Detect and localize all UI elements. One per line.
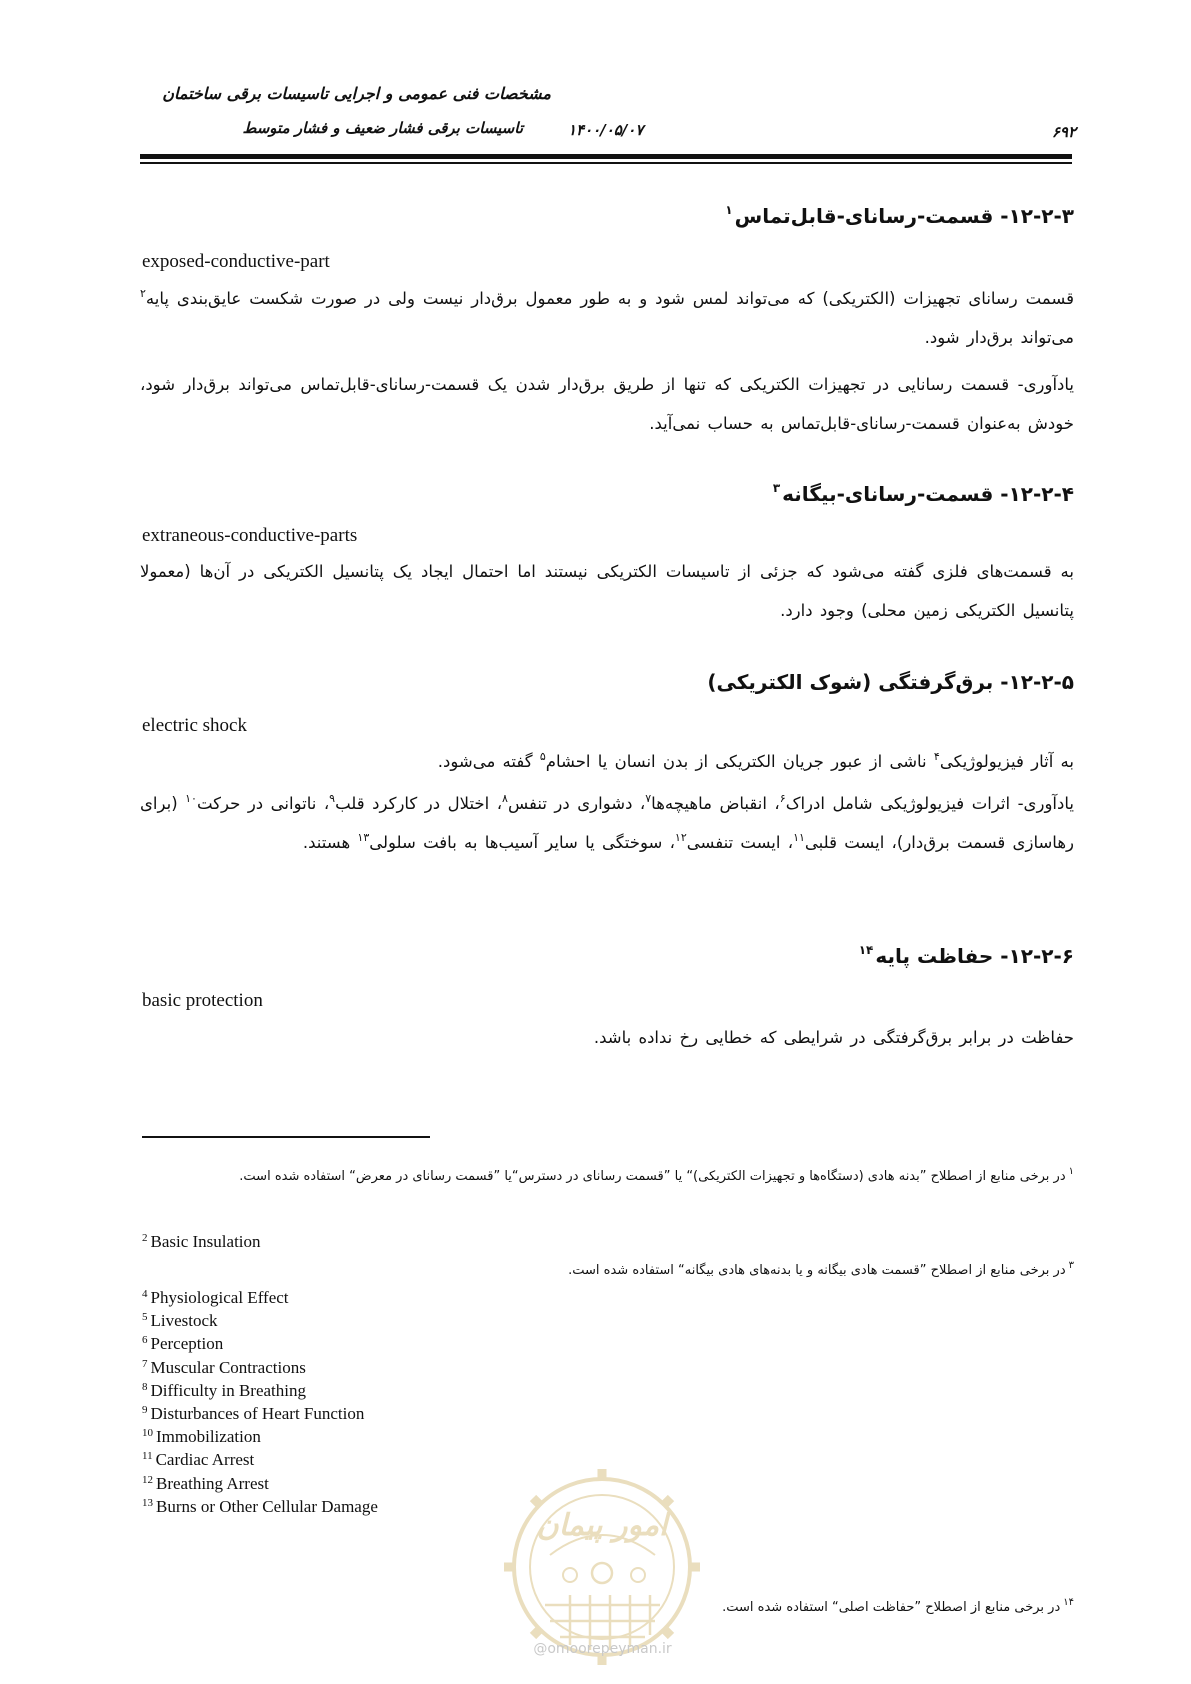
para-text: می‌تواند برق‌دار شود. [924, 328, 1074, 347]
footnote-mark: ۱۴ [1063, 1597, 1074, 1608]
footnote-mark: 2 [142, 1232, 148, 1244]
para-text: ، ایست تنفسی [686, 833, 794, 852]
english-footnote-list [142, 1286, 378, 1518]
para-text: (برای رهاسازی قسمت برق‌دار)، ایست قلبی [140, 794, 1074, 852]
footnote-mark: 8 [142, 1380, 148, 1393]
footnote-ref[interactable]: ۷ [645, 792, 652, 805]
footnote-ref[interactable]: ۹ [329, 792, 336, 805]
para-text: ، ناتوانی در حرکت [196, 794, 330, 813]
footnote-mark: ۱ [1068, 1166, 1074, 1177]
footnote-text: Livestock [150, 1311, 218, 1331]
section-heading-text: ۱۲-۲-۴- قسمت-رسانای-بیگانه [782, 482, 1074, 506]
footnote-text: Muscular Contractions [150, 1357, 306, 1377]
page-number: ۶۹۲ [1051, 123, 1076, 141]
section-note-paragraph: یادآوری- قسمت رسانایی در تجهیزات الکتریکی که تنها از طریق برق‌دار شدن یک قسمت-رسانای-قابل‌تماس می‌تواند برق‌دار شود، خودش به‌عنوان قسمت-رسانای-قابل‌تماس به حساب نمی‌آید. [140, 375, 1074, 433]
section-heading-text: ۱۲-۲-۶- حفاظت پایه [875, 944, 1074, 968]
footnote-13 [142, 1495, 378, 1518]
footnote-3 [140, 1257, 1074, 1284]
section-paragraph: به قسمت‌های فلزی گفته می‌شود که جزئی از تاسیسات الکتریکی نیستند اما احتمال ایجاد یک پتانسیل الکتریکی در آن‌ها (معمولا پتانسیل الکتریکی زمین محلی) وجود دارد. [140, 562, 1074, 620]
footnote-mark: 12 [142, 1473, 153, 1486]
para-text: ، سوختگی یا سایر آسیب‌ها به بافت سلولی [369, 833, 675, 852]
footnote-ref[interactable]: ۱۱ [793, 831, 805, 844]
footnote-ref[interactable]: ۱۳ [357, 831, 370, 844]
english-term: basic protection [142, 990, 263, 1011]
section-note-paragraph [140, 784, 1074, 862]
para-text: به آثار فیزیولوژیکی [939, 752, 1074, 771]
footnote-12 [142, 1472, 378, 1495]
footnote-text: Breathing Arrest [156, 1473, 269, 1493]
para-text: یادآوری- اثرات فیزیولوژیکی شامل ادراک [785, 794, 1074, 813]
footnote-1 [140, 1163, 1074, 1190]
header-subtitle: تاسیسات برقی فشار ضعیف و فشار متوسط [242, 119, 523, 137]
footnote-ref[interactable]: ۵ [539, 750, 546, 763]
footnote-text: در برخی منابع از اصطلاح ”قسمت هادی بیگانه و یا بدنه‌های هادی بیگانه“ استفاده شده است. [568, 1263, 1066, 1278]
para-text: ، دشواری در تنفس [507, 794, 646, 813]
section-heading-text: ۱۲-۲-۵- برق‌گرفتگی (شوک الکتریکی) [707, 670, 1074, 694]
footnote-2 [142, 1232, 261, 1252]
footnote-text: Cardiac Arrest [155, 1450, 255, 1470]
english-term: exposed-conductive-part [142, 251, 330, 272]
footnote-8 [142, 1379, 378, 1402]
section-heading-12-2-4 [773, 481, 1074, 506]
footnote-mark: 13 [142, 1496, 153, 1509]
section-paragraph [140, 742, 1074, 781]
footnote-10 [142, 1425, 378, 1448]
footnote-5 [142, 1309, 378, 1332]
footnote-text: در برخی منابع از اصطلاح ”بدنه هادی (دستگاه‌ها و تجهیزات الکتریکی)“ یا ”قسمت رسانای در دسترس“یا ”قسمت رسانای در معرض“ استفاده شده است. [239, 1169, 1066, 1184]
footnote-text: Perception [150, 1334, 224, 1354]
footnote-divider [142, 1136, 430, 1138]
footnote-ref[interactable]: ۸ [502, 792, 508, 805]
section-heading-12-2-6 [859, 943, 1074, 968]
english-term: electric shock [142, 715, 247, 736]
footnote-ref[interactable]: ۶ [779, 792, 786, 805]
footnote-mark: 10 [142, 1427, 153, 1440]
footnote-text: Physiological Effect [150, 1288, 289, 1307]
footnote-text: Disturbances of Heart Function [150, 1404, 365, 1424]
footnote-text: Burns or Other Cellular Damage [156, 1496, 378, 1516]
para-text: ، اختلال در کارکرد قلب [335, 794, 503, 813]
footnote-mark: 9 [142, 1404, 148, 1417]
header-title: مشخصات فنی عمومی و اجرایی تاسیسات برقی ساختمان [162, 84, 551, 103]
footnote-ref[interactable]: ۴ [933, 750, 940, 763]
footnote-ref[interactable]: ۱۴ [858, 943, 874, 957]
footnote-mark: 4 [142, 1288, 148, 1300]
para-text: ، انقباض ماهیچه‌ها [651, 794, 780, 813]
footnote-mark: ۳ [1068, 1260, 1074, 1271]
para-text: گفته می‌شود. [437, 752, 540, 771]
section-paragraph [140, 279, 1074, 357]
footnote-text: در برخی منابع از اصطلاح ”حفاظت اصلی“ استفاده شده است. [722, 1600, 1061, 1615]
footnote-ref[interactable]: ۲ [140, 287, 146, 300]
watermark-url: @omoorepeyman.ir [533, 1641, 672, 1657]
footnote-6 [142, 1332, 378, 1355]
svg-text:امور پیمان: امور پیمان [536, 1508, 668, 1543]
footnote-mark: 5 [142, 1311, 148, 1324]
footnote-ref[interactable]: ۱ [725, 203, 733, 217]
para-text: ناشی از عبور جریان الکتریکی از بدن انسان یا احشام [545, 752, 934, 771]
footnote-ref[interactable]: ۳ [772, 481, 781, 495]
footnote-mark: 11 [142, 1450, 153, 1463]
section-heading-12-2-3 [725, 203, 1074, 228]
para-text: قسمت رسانای تجهیزات (الکتریکی) که می‌تواند لمس شود و به طور معمول برق‌دار نیست ولی در صورت شکست عایق‌بندی پایه [145, 289, 1074, 308]
english-term: extraneous-conductive-parts [142, 525, 358, 546]
footnote-9 [142, 1402, 378, 1425]
footnote-ref[interactable]: ۱۲ [674, 831, 687, 844]
para-text: هستند. [302, 833, 358, 852]
section-paragraph: حفاظت در برابر برق‌گرفتگی در شرایطی که خطایی رخ نداده باشد. [593, 1028, 1074, 1047]
section-heading-text: ۱۲-۲-۳- قسمت-رسانای-قابل‌تماس [734, 204, 1074, 228]
footnote-text: Difficulty in Breathing [150, 1380, 306, 1400]
header-divider-thick [140, 154, 1072, 159]
footnote-11 [142, 1448, 378, 1471]
footnote-mark: 6 [142, 1334, 148, 1347]
section-heading-12-2-5 [707, 670, 1074, 694]
footnote-text: Immobilization [156, 1427, 261, 1447]
footnote-4 [142, 1286, 378, 1309]
footnote-text: Basic Insulation [150, 1232, 261, 1251]
header-divider-thin [140, 162, 1072, 164]
footnote-7 [142, 1356, 378, 1379]
footnote-mark: 7 [142, 1357, 148, 1370]
header-date: ۱۴۰۰/۰۵/۰۷ [568, 121, 644, 139]
footnote-ref[interactable]: ۱۰ [185, 792, 197, 805]
